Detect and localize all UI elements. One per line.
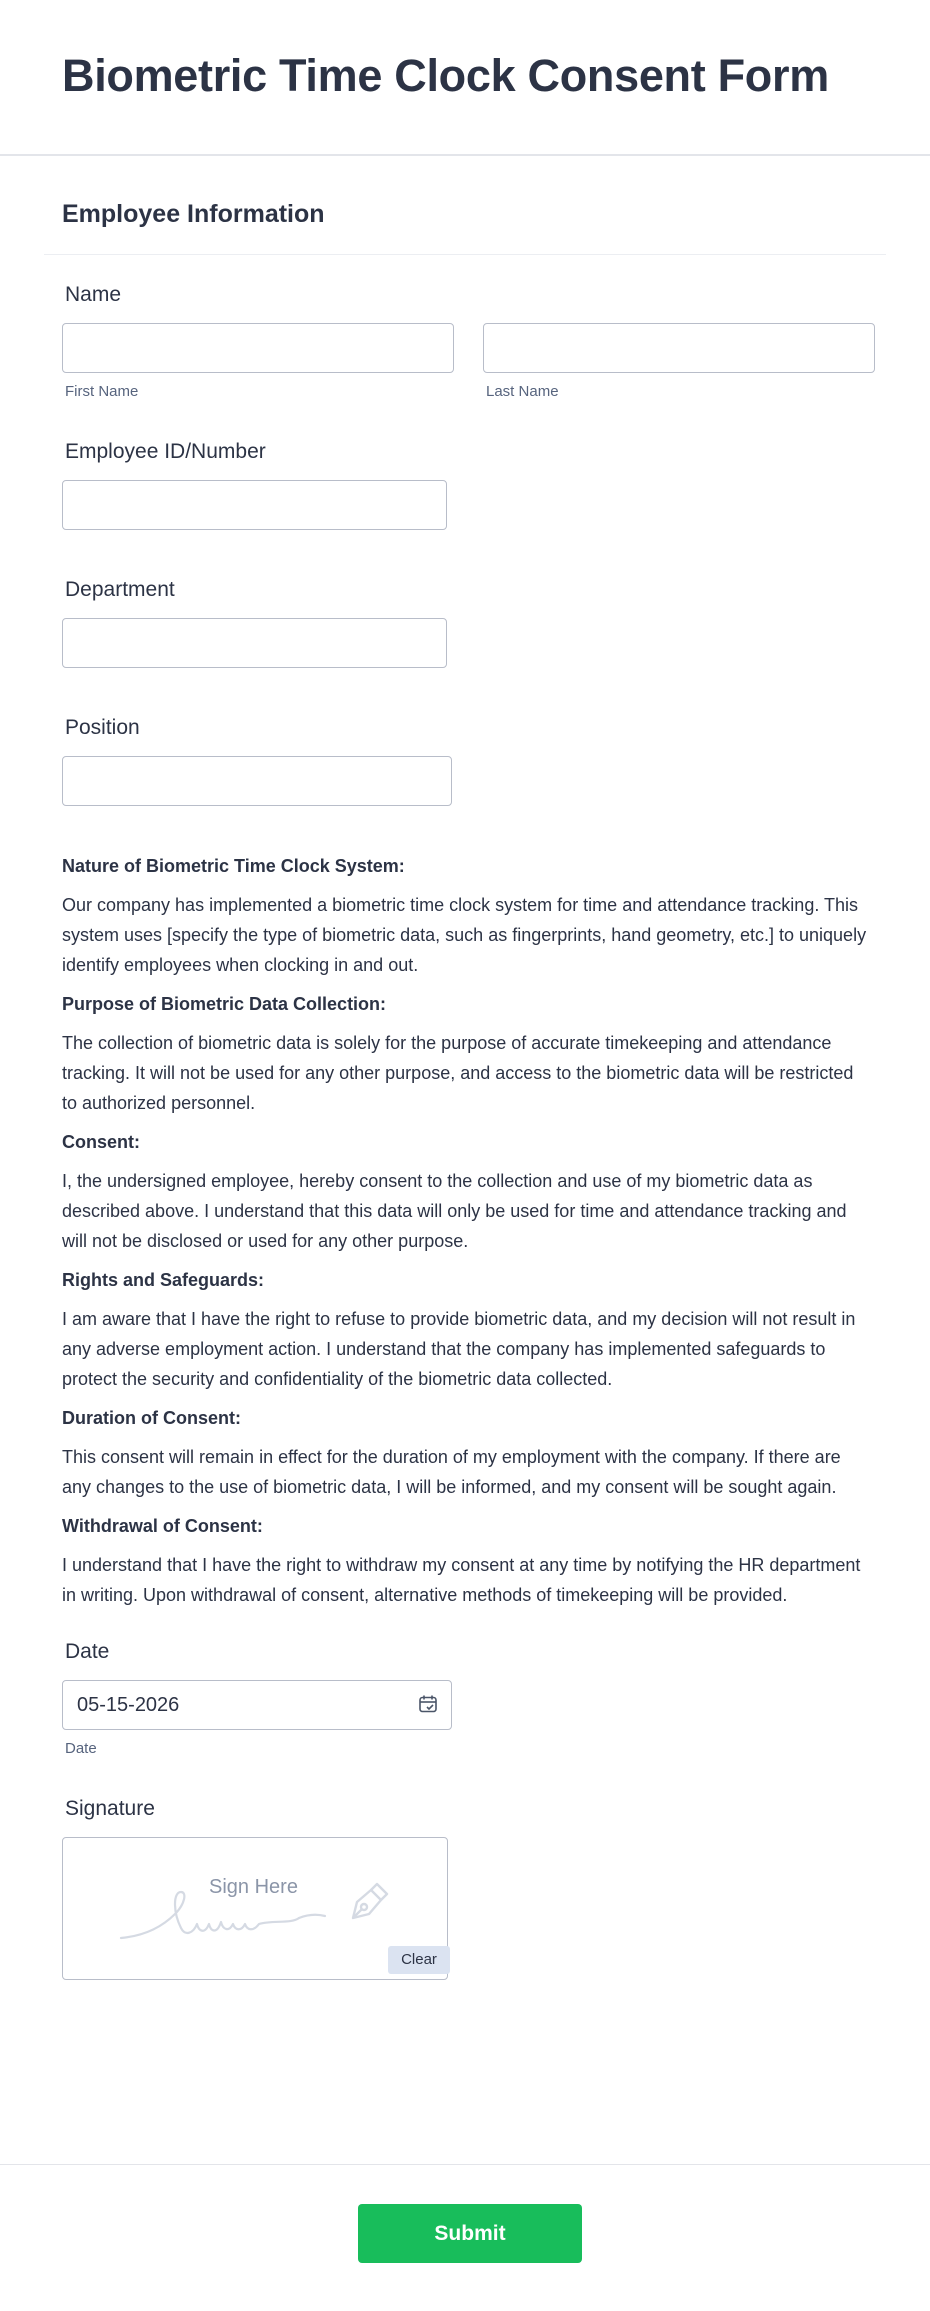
date-input-wrap [62,1680,452,1757]
name-row [62,323,930,400]
position-label: Position [65,716,140,739]
last-name-sublabel: Last Name [486,383,559,400]
form-footer [0,2164,930,2311]
section-heading-nature: Nature of Biometric Time Clock System: [62,856,405,876]
employee-id-label: Employee ID/Number [65,440,266,463]
date-label: Date [65,1640,110,1663]
department-field [0,578,930,668]
employee-id-input[interactable] [62,480,447,530]
department-label: Department [65,578,175,601]
calendar-icon[interactable] [418,1694,438,1714]
last-name-input[interactable] [483,323,875,373]
section-title: Employee Information [62,200,325,228]
section-heading-purpose: Purpose of Biometric Data Collection: [62,994,387,1014]
section-body-rights: I am aware that I have the right to refuse to provide biometric data, and my decision will not result in any adverse employment action. I understand that the company has implemented safeguards to protect the security and confidentiality of the biometric data collected. [62,1309,856,1389]
section-body-purpose: The collection of biometric data is solely for the purpose of accurate timekeeping and attendance tracking. It will not be used for any other purpose, and access to the biometric data will be restricted to authorized personnel. [62,1033,854,1113]
date-input[interactable] [62,1680,452,1730]
signature-label: Signature [65,1797,155,1820]
employee-id-field [0,440,930,530]
position-input[interactable] [62,756,452,806]
name-label: Name [65,283,122,306]
first-name-sublabel: First Name [65,383,139,400]
position-field [0,716,930,806]
date-sublabel: Date [65,1740,97,1757]
first-name-input[interactable] [62,323,454,373]
section-body-consent: I, the undersigned employee, hereby consent to the collection and use of my biometric data as described above. I understand that this data will only be used for time and attendance tracking and will not be disclosed or used for any other purpose. [62,1171,847,1251]
submit-button[interactable]: Submit [358,2204,582,2263]
signature-placeholder: Sign Here [209,1876,298,1898]
first-name-col [62,323,454,400]
section-heading-consent: Consent: [62,1132,140,1152]
section-body-nature: Our company has implemented a biometric time clock system for time and attendance tracking. This system uses [specify the type of biometric data, such as fingerprints, hand geometry, etc.] to uniquely identify employees when clocking in and out. [62,895,867,975]
department-input[interactable] [62,618,447,668]
signature-field [0,1797,930,1980]
section-header [44,156,886,255]
consent-text [62,854,868,1610]
section-heading-withdrawal: Withdrawal of Consent: [62,1516,263,1536]
name-field [0,283,930,400]
section-body-duration: This consent will remain in effect for the duration of my employment with the company. If there are any changes to the use of biometric data, I will be informed, and my consent will be sought again. [62,1447,841,1497]
section-body-withdrawal: I understand that I have the right to withdraw my consent at any time by notifying the HR department in writing. Upon withdrawal of consent, alternative methods of timekeeping will be provided. [62,1555,861,1605]
section-heading-duration: Duration of Consent: [62,1408,241,1428]
last-name-col [483,323,875,400]
date-field [0,1640,930,1757]
clear-signature-button[interactable]: Clear [388,1946,450,1974]
form-header [0,0,930,156]
section-heading-rights: Rights and Safeguards: [62,1270,265,1290]
form-title: Biometric Time Clock Consent Form [62,50,829,101]
pen-icon [347,1880,389,1924]
